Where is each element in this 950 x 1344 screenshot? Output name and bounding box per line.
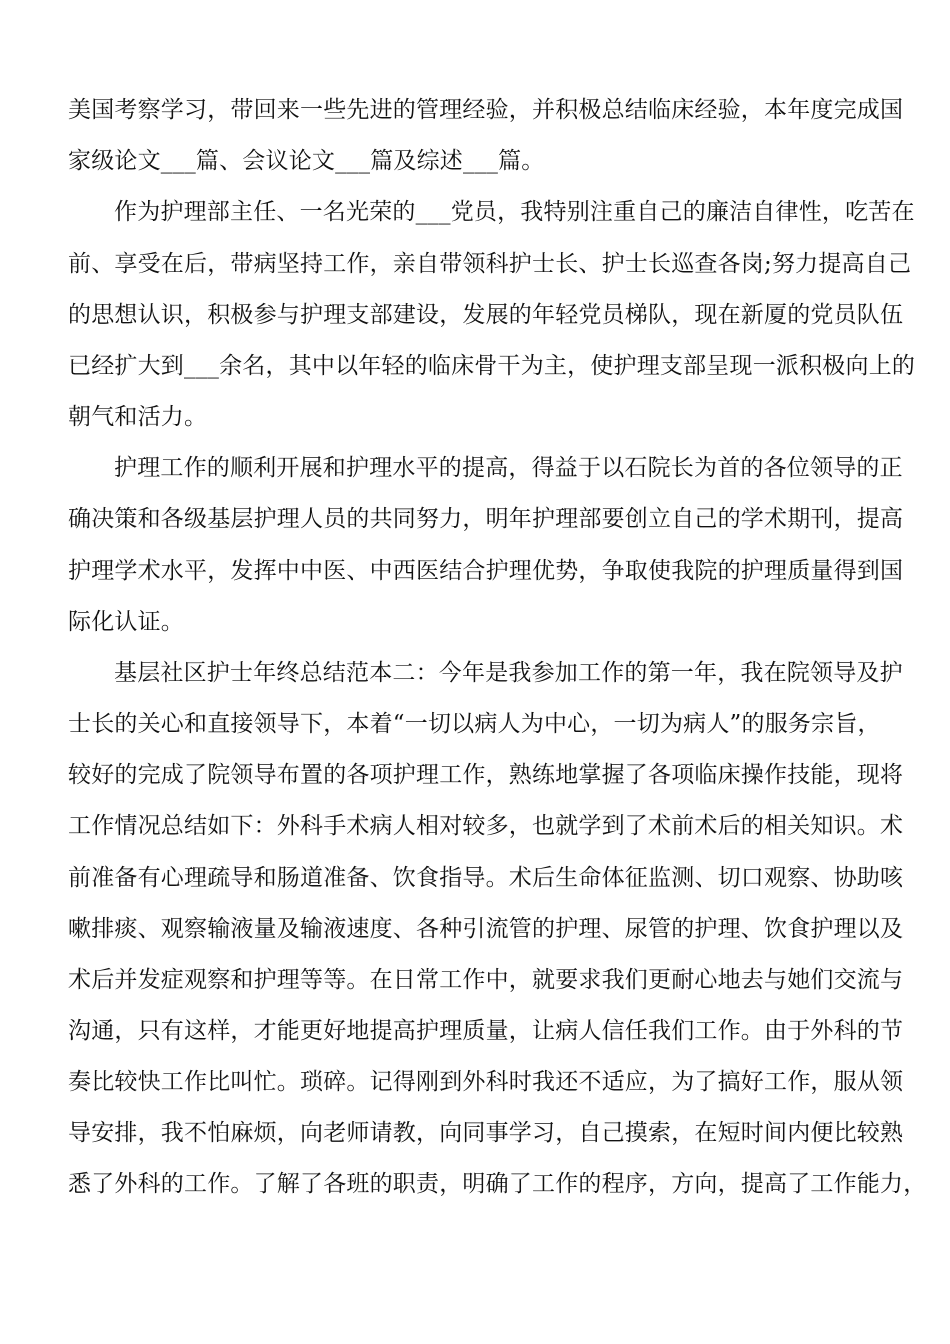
paragraph-first-line: 作为护理部主任、一名光荣的___党员，我特别注重自己的廉洁自律性，吃苦在 [114,199,915,225]
paragraph-first-line: 基层社区护士年终总结范本二：今年是我参加工作的第一年，我在院领导及护 [114,660,903,686]
text-line: 家级论文___篇、会议论文___篇及综述___篇。 [68,148,545,174]
text-line: 悉了外科的工作。了解了各班的职责，明确了工作的程序，方向，提高了工作能力， [68,1171,927,1197]
text-line: 际化认证。 [68,609,184,635]
text-line: 朝气和活力。 [68,404,208,430]
text-line: 导安排，我不怕麻烦，向老师请教，向同事学习，自己摸索，在短时间内便比较熟 [68,1120,904,1146]
text-line: 士长的关心和直接领导下，本着“一切以病人为中心，一切为病人”的服务宗旨， [68,711,881,737]
paragraph-first-line: 护理工作的顺利开展和护理水平的提高，得益于以石院长为首的各位领导的正 [114,455,903,481]
text-line: 前准备有心理疏导和肠道准备、饮食指导。术后生命体征监测、切口观察、协助咳 [68,865,904,891]
text-line: 沟通，只有这样，才能更好地提高护理质量，让病人信任我们工作。由于外科的节 [68,1018,904,1044]
text-line: 的思想认识，积极参与护理支部建设，发展的年轻党员梯队，现在新厦的党员队伍 [68,302,904,328]
text-line: 美国考察学习，带回来一些先进的管理经验，并积极总结临床经验，本年度完成国 [68,97,904,123]
text-line: 嗽排痰、观察输液量及输液速度、各种引流管的护理、尿管的护理、饮食护理以及 [68,916,904,942]
text-line: 护理学术水平，发挥中中医、中西医结合护理优势，争取使我院的护理质量得到国 [68,558,904,584]
text-line: 术后并发症观察和护理等等。在日常工作中，就要求我们更耐心地去与她们交流与 [68,967,904,993]
text-line: 较好的完成了院领导布置的各项护理工作，熟练地掌握了各项临床操作技能，现将 [68,762,904,788]
text-line: 前、享受在后，带病坚持工作，亲自带领科护士长、护士长巡查各岗;努力提高自己 [68,251,912,277]
text-line: 奏比较快工作比叫忙。琐碎。记得刚到外科时我还不适应，为了搞好工作，服从领 [68,1069,904,1095]
text-line: 工作情况总结如下：外科手术病人相对较多，也就学到了术前术后的相关知识。术 [68,813,904,839]
text-line: 确决策和各级基层护理人员的共同努力，明年护理部要创立自己的学术期刊，提高 [68,506,904,532]
text-line: 已经扩大到___余名，其中以年轻的临床骨干为主，使护理支部呈现一派积极向上的 [68,353,916,379]
